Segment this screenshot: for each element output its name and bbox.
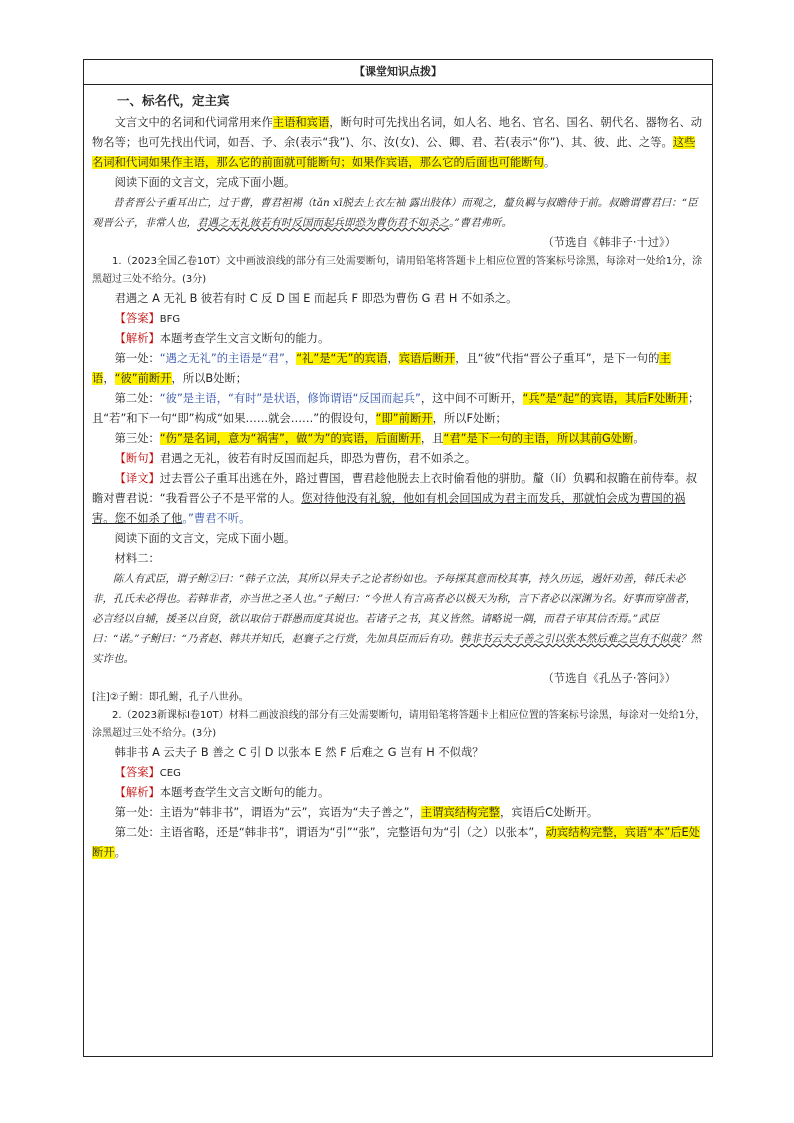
material-2-label: 材料二： [114,552,160,565]
read-instruction-1: 阅读下面的文言文，完成下面小题。 [114,176,296,189]
footnote: [注]②子鲋：即孔鲋，孔子八世孙。 [92,692,249,703]
question-1-analysis: 【解析】本题考查学生文言文断句的能力。 [114,332,330,345]
question-2-analysis: 【解析】本题考查学生文言文断句的能力。 [114,786,330,799]
content-table [83,59,713,1057]
question-2-stem: 2.（2023新课标Ⅰ卷10T）材料二画波浪线的部分有三处需要断句，请用铅笔将答题卡上相应位置的答案标号涂黑，每涂对一处给1分，涂黑超过三处不给分。(3分) [92,710,706,739]
question-2-answer: 【答案】CEG [114,766,181,779]
content-body [84,85,712,863]
table-header: 【课堂知识点拨】 [84,60,712,85]
section-title: 一、标名代，定主宾 [117,93,230,108]
analysis-1-point-1: 第一处：“遇之无礼”的主语是“君”，“礼”是“无”的宾语，宾语后断开，且“彼”代指“晋公子重耳”，是下一句的主语，“彼”前断开，所以B处断； [92,352,671,385]
source-2: （节选自《孔丛子·答问》） [542,672,676,685]
question-1-stem: 1.（2023全国乙卷10T）文中画波浪线的部分有三处需要断句，请用铅笔将答题卡上相应位置的答案标号涂黑，每涂对一处给1分，涂黑超过三处不给分。(3分) [92,256,703,285]
analysis-1-point-2: 第二处：“彼”是主语，“有时”是状语，修饰谓语“反国而起兵”，这中间不可断开，“兵”是“起”的宾语，其后F处断开；且“若”和下一句“即”构成“如果……就会……”的假设句，“即”前断开，所以F处断； [92,392,700,425]
analysis-2-point-2: 第二处：主语省略，还是“韩非书”，谓语为“引”“张”，完整语句为“引（之）以张本”，动宾结构完整，宾语“本”后E处断开。 [92,826,700,859]
question-1-answer: 【答案】BFG [114,312,181,325]
analysis-2-point-1: 第一处：主语为“韩非书”，谓语为“云”，宾语为“夫子善之”，主谓宾结构完整，宾语后C处断开。 [114,806,599,819]
question-1-translation: 【译文】过去晋公子重耳出逃在外，路过曹国，曹君趁他脱去上衣时偷看他的骈肋。釐（lí）负羁和叔瞻在前侍奉。叔瞻对曹君说：“我看晋公子不是平常的人。您对待他没有礼貌，他如有机会回国成为君主而发兵，那就怕会成为曹国的祸害。您不如杀了他。”曹君不听。 [92,472,698,525]
question-2-options: 韩非书 A 云夫子 B 善之 C 引 D 以张本 E 然 F 后难之 G 岂有 H 不似哉？ [114,746,484,759]
source-1: （节选自《韩非子·十过》） [542,236,676,249]
question-1-options: 君遇之 A 无礼 B 彼若有时 C 反 D 国 E 而起兵 F 即恐为曹伤 G 君 H 不如杀之。 [114,292,518,305]
intro-paragraph: 文言文中的名词和代词常用来作主语和宾语，断句时可先找出名词，如人名、地名、官名、国名、朝代名、器物名、动物名等；也可先找出代词，如吾、予、余(表示“我”)、尔、汝(女)、公、卿、君、若(表示“你”)、其、彼、此、之等。这些名词和代词如果作主语，那么它的前面就可能断句；如果作宾语，那么它的后面也可能断句。 [92,116,703,169]
question-1-punctuated: 【断句】君遇之无礼，彼若有时反国而起兵，即恐为曹伤，君不如杀之。 [114,452,477,465]
analysis-1-point-3: 第三处：“伤”是名词，意为“祸害”，做“为”的宾语，后面断开，且“君”是下一句的主语，所以其前G处断。 [114,432,645,445]
passage-2: 陈人有武臣，谓子鲋②曰：“韩子立法，其所以异夫子之论者纷如也。予每探其意而校其事，持久历远，遏奸劝善，韩氏未必非，孔氏未必得也。若韩非者，亦当世之圣人也。”子鲋曰：“今世人有言高者必以极天为称，言下者必以深渊为名。好事而穿凿者，必言经以自辅，援圣以自贤，欲以取信于群愚而度其说也。若诸子之书，其义皆然。请略说一隅，而君子审其信否焉。”武臣曰：“诺。”子鲋曰：“乃者赵、韩共并知氏，赵襄子之行赏，先加具臣而后有功。韩非书云夫子善之引以张本然后难之岂有不似哉？然实诈也。 [92,573,702,665]
passage-1: 昔者晋公子重耳出亡，过于曹，曹君袒裼（tǎn xī脱去上衣左袖 露出肢体）而观之，釐负羁与叔瞻侍于前。叔瞻谓曹君曰：“臣观晋公子，非常人也，君遇之无礼彼若有时反国而起兵即恐为曹伤君不如杀之。”曹君弗听。 [92,197,698,229]
read-instruction-2: 阅读下面的文言文，完成下面小题。 [114,532,296,545]
